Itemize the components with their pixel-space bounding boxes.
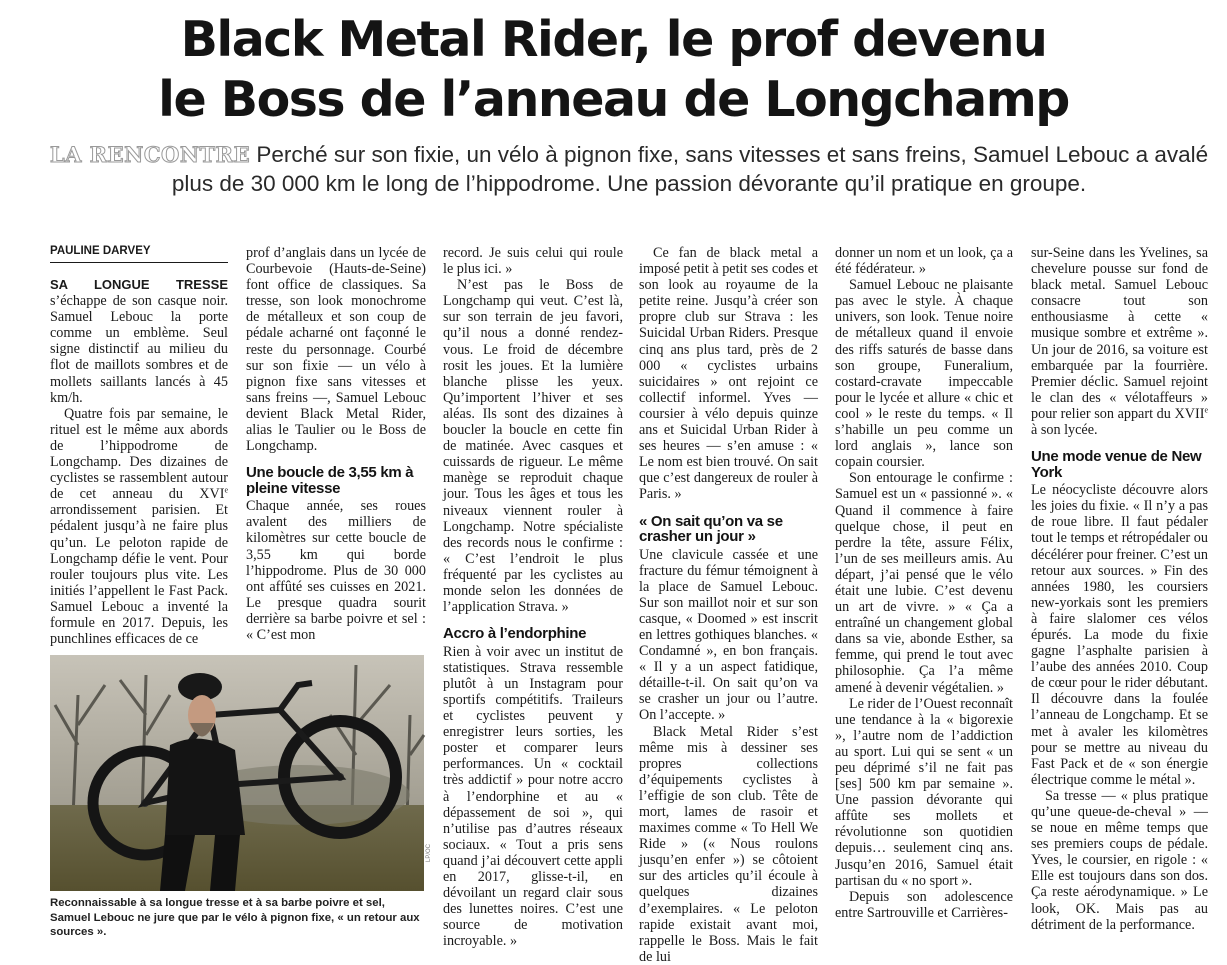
standfirst-text: Perché sur son fixie, un vélo à pignon fixe, sans vitesses et sans freins, Samuel Lebouc a avalé plus de 30 000 km le long de l’hippodrome. Une passion dévorante qu’il pratique en groupe. xyxy=(171,142,1209,196)
subheading: « On sait qu’on va se crasher un jour » xyxy=(639,512,783,545)
article-column-5 xyxy=(835,245,1013,929)
article-column-1 xyxy=(50,277,228,648)
paragraph: record. Je suis celui qui roule le plus ici. » xyxy=(443,245,623,278)
paragraph: prof d’anglais dans un lycée de Courbevoie (Hauts-de-Seine) font office de classiques. Sa tresse, son look monochrome de métalleux et son coup de pédale acharné ont façonné le reste du personnage. Courbé sur son fixie — un vélo à pignon fixe sans vitesses et sans freins —, Samuel Lebouc devient Black Metal Rider, alias le Taulier ou le Boss de Longchamp. xyxy=(246,245,426,455)
article-headline xyxy=(20,10,1207,130)
photo-illustration xyxy=(50,655,424,891)
photo-caption: Reconnaissable à sa longue tresse et à sa barbe poivre et sel, Samuel Lebouc ne jure que par le vélo à pignon fixe, « un retour aux sources ». xyxy=(50,897,420,938)
headline-line-2: le Boss de l’anneau de Longchamp xyxy=(158,71,1069,128)
paragraph: sur-Seine dans les Yvelines, sa chevelure pousse sur fond de black metal. Samuel Lebouc consacre tout son enthousiasme à cette « musique sombre et extrême ». Un jour de 2016, sa voiture est embarquée par la fourrière. Premier déclic. Samuel rejoint le clan des « vélotaffeurs » pour relier son appart du XVIIe à son lycée. xyxy=(1031,245,1208,439)
paragraph: Rien à voir avec un institut de statistiques. Strava ressemble plutôt à un Instagram pour sportifs compétitifs. Traileurs et cyclistes peuvent y enregistrer leurs sorties, les poster et comparer leurs performances. Un « cocktail très addictif » pour notre accro à l’endorphine et au « dépassement de soi », qui n’utilise pas d’autres réseaux sociaux. « Tout a pris sens quand j’ai découvert cette appli en 2017, glisse-t-il, en dévoilant un regard clair sous des lunettes noires. C’est une source de motivation incroyable. » xyxy=(443,643,623,950)
paragraph: Chaque année, ses roues avalent des milliers de kilomètres sur cette boucle de 3,55 km qui borde l’hippodrome. Plus de 30 000 ont affûté ses cuisses en 2021. Le presque quadra sourit derrière sa barbe poivre et sel : « C’est mon xyxy=(246,498,426,643)
paragraph: donner un nom et un look, ça a été fédérateur. » xyxy=(835,245,1013,278)
cyclist-photo xyxy=(50,655,424,891)
paragraph: Quatre fois par semaine, le rituel est le même aux abords de l’hippodrome de Longchamp. Des dizaines de cyclistes se rassemblent autour de cet anneau du XVIe arrondissement parisien. Et pédalent jusqu’à ne faire plus qu’un. Le peloton rapide de Longchamp défie le vent. Pour rouler toujours plus vite. Les initiés l’appellent le Fast Pack. Samuel Lebouc a inventé la formule en 2017. Depuis, les punchlines efficaces de ce xyxy=(50,405,228,648)
headline-line-1: Black Metal Rider, le prof devenu xyxy=(180,11,1047,68)
subheading: Une boucle de 3,55 km à pleine vitesse xyxy=(246,464,414,497)
paragraph: Sa tresse — « plus pratique qu’une queue-de-cheval » — se noue en même temps que ses premiers coups de pédale. Yves, le coursier, en rigole : « Elle est toujours dans son dos. Ça reste aérodynamique. » Le look, OK. Mais pas au détriment de la performance. xyxy=(1031,787,1208,933)
author-byline: PAULINE DARVEY xyxy=(50,245,228,263)
section-kicker: LA RENCONTRE xyxy=(49,142,251,167)
paragraph: Depuis son adolescence entre Sartrouville et Carrières- xyxy=(835,888,1013,921)
subheading: Accro à l’endorphine xyxy=(443,625,587,643)
paragraph: Le rider de l’Ouest reconnaît une tendance à la « bigorexie », l’autre nom de l’addiction au sport. Lui qui se sent « un peu déprimé s’il ne fait pas [ses] 500 km par semaine ». Une passion dévorante qui affûte ses mollets et révolutionne son quotidien depuis… seulement cinq ans. Jusqu’en 2016, Samuel était partisan du « no sport ». xyxy=(835,695,1013,889)
photo-credit: LP/OC xyxy=(426,843,432,862)
paragraph: SA LONGUE TRESSE s’échappe de son casque noir. Samuel Lebouc la porte comme un emblème. Seul signe distinctif au milieu du flot de maillots sombres et de mollets saillants lancés à 45 km/h. xyxy=(50,277,228,406)
article-column-6 xyxy=(1031,245,1208,933)
lead-in: SA LONGUE TRESSE xyxy=(50,277,228,292)
paragraph: Une clavicule cassée et une fracture du fémur témoignent à la place de Samuel Lebouc. Sur son maillot noir et sur son casque, « Doomed » est inscrit en lettres gothiques blanches. « Condamné », en bon français. « Il y a un aspect fatidique, détaille-t-il. On sait qu’on va se crasher un jour ou l’autre. On l’accepte. » xyxy=(639,546,818,724)
paragraph: Black Metal Rider s’est même mis à dessiner ses propres collections d’équipements cyclistes à l’effigie de son club. Tête de mort, lames de rasoir et maximes comme « To Hell We Ride » (« Nous roulons jusqu’en enfer ») se côtoient sur des articles qu’il écoule à quelques dizaines d’exemplaires. « Le peloton rapide existait avant moi, rappelle le Boss. Mais le fait de lui xyxy=(639,723,818,965)
article-column-3 xyxy=(443,245,623,950)
paragraph: N’est pas le Boss de Longchamp qui veut. C’est là, sur son terrain de jeu favori, qu’il nous a donné rendez-vous. Le froid de décembre rosit les joues. Et la lumière blanche plisse les yeux. Qu’importent l’hiver et ses aléas. Ils sont des dizaines à boucler la boucle en cette fin de matinée. Avec casques et cuissards de rigueur. Le même manège se reproduit chaque jour. Tous les âges et tous les niveaux viennent rouler à Longchamp. Notre spécialiste des records nous le confirme : « C’est l’endroit le plus fréquenté par les cyclistes au monde selon les données de l’application Strava. » xyxy=(443,277,623,616)
article-column-4 xyxy=(639,245,818,965)
paragraph: Ce fan de black metal a imposé petit à petit ses codes et son look au royaume de la petite reine. Jusqu’à créer son propre club sur Strava : les Suicidal Urban Riders. Presque cinq ans plus tard, près de 2 000 « cyclistes urbains suicidaires » ont rejoint ce collectif informel. Yves — coursier à vélo depuis quinze ans et Suicidal Urban Rider à ses heures — s’en amuse : « Le nom est bien trouvé. On sait que c’est dangereux de rouler à Paris. » xyxy=(639,245,818,503)
paragraph: Samuel Lebouc ne plaisante pas avec le style. À chaque univers, son look. Tenue noire de métalleux quand il envoie des riffs saturés de basse dans son groupe, Funeralium, costard-cravate impeccable pour le lycée et allure « chic et cool » le reste du temps. « Il s’habille un peu comme un lord anglais », lance son copain coursier. xyxy=(835,277,1013,471)
article-column-2 xyxy=(246,245,426,643)
paragraph: Le néocycliste découvre alors les joies du fixie. « Il n’y a pas de roue libre. Il faut pédaler tout le temps et rétropédaler ou décélérer pour freiner. C’est un retour aux sources. » Fin des années 1980, les coursiers new-yorkais sont les premiers à faire slalomer ces vélos épurés. La mode du fixie gagne l’asphalte parisien à l’aube des années 2010. Coup de cœur pour le rider débutant. Il découvre dans la foulée l’anneau de Longchamp. Et se met à avaler les kilomètres pour se mettre au niveau du Fast Pack et de « son énergie électrique comme le métal ». xyxy=(1031,482,1208,788)
paragraph: Son entourage le confirme : Samuel est un « passionné ». « Quand il commence à faire quelque chose, il peut en perdre la tête, assure Félix, l’un de ses meilleurs amis. Au départ, j’ai pensé que le vélo était une lubie. C’est devenu un art de vivre. » « Ça a entraîné un changement global dans sa vie, abonde Esther, sa femme, qui prend le tout avec philosophie. Ça l’a même amené à devenir végétalien. » xyxy=(835,470,1013,696)
subheading: Une mode venue de New York xyxy=(1031,448,1202,481)
standfirst xyxy=(48,140,1210,198)
